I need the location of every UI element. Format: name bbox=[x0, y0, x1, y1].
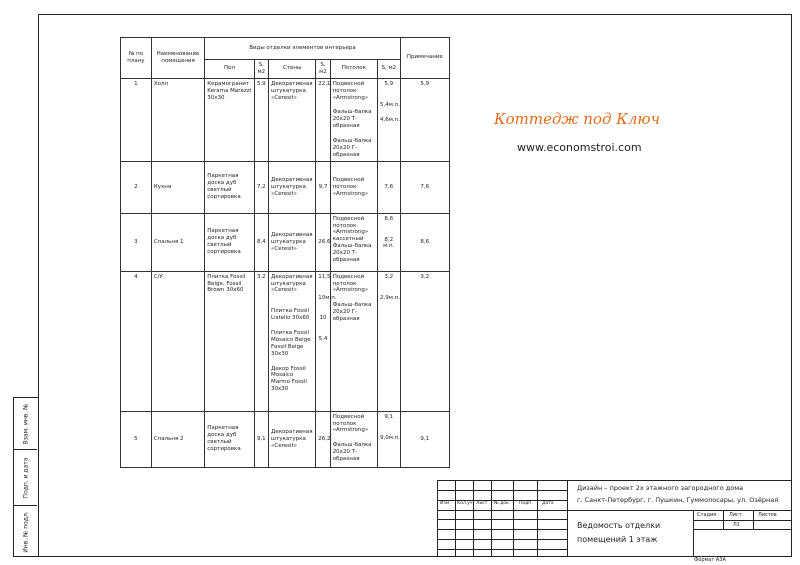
brand-website[interactable]: www.economstroi.com bbox=[517, 141, 642, 154]
paper-format: Формат А3А bbox=[694, 557, 726, 563]
project-address: г. Санкт-Петербург, г. Пушкин, Гуммолосары, ул. Озёрная bbox=[577, 496, 779, 504]
sheet-number: Л1 bbox=[733, 522, 740, 528]
header-notes: Примечание bbox=[400, 38, 449, 79]
finish-schedule-table bbox=[120, 37, 450, 468]
subheader-floor: Пол bbox=[205, 60, 254, 79]
subheader-walls: Стены bbox=[269, 60, 316, 79]
subheader-floor-area: S, м2 bbox=[254, 60, 268, 79]
table-row: 3 Спальня 1 Паркетная доска дуб светлый сортировка 8,4 Декоративная штукатурка «Ceresit» 26,6 Подвесной потолок «Armstrong» кассетный Фальш-балка 20х20 Т-образная 8,6 8,2 м.п. 8,6 bbox=[121, 213, 450, 271]
sheet-title-line2: помещений 1 этаж bbox=[577, 535, 658, 544]
side-cell-sign: Подп. и дата bbox=[14, 450, 37, 506]
header-num: № по плану bbox=[121, 38, 152, 79]
table-row: 1 Холл Керамогранит Kerama Marazzi 30х30 5,9 Декоративная штукатурка «Ceresit» 22,1 Подвесной потолок «Armstrong» Фальш-балка 20х20 Т-образная Фальш-балка 20х20 Г-образная 5,9 5,4м.п. 4,6м.п. 5,9 bbox=[121, 78, 450, 161]
table-row: 4 С/У Плитка Fossil Beige, Fossil Brown 30х60 3,2 Декоративная штукатурка «Ceresit» Плитка Fossil Listello 30х60 Плитка Fossil Mosaico Beige Fossil Beige 30х30 Декор Fossil Mosaico Marmo Fossil 30х30 11,5 10м.п. 10 5,4 Подвесной потолок «Armstrong» Фальш-балка 20х20 Г-образная 3,2 2,9м.п. 3,2 bbox=[121, 271, 450, 411]
title-block: Изм Кол.уч Лист № док. Подп. Дата Дизайн – проект 2х этажного загородного дома г. Санкт-Петербург, г. Пушкин, Гуммолосары, ул. Озёрная Ведомость отделки помещений 1 этаж Стадия Лист Листов Л1 bbox=[437, 480, 792, 557]
brand-name: Коттедж под Ключ bbox=[494, 110, 660, 128]
side-stamp-strip bbox=[13, 397, 38, 557]
sheet-title-line1: Ведомость отделки bbox=[577, 521, 661, 530]
side-cell-replace: Взам. инв. № bbox=[14, 398, 37, 450]
project-name: Дизайн – проект 2х этажного загородного дома bbox=[577, 484, 744, 492]
side-cell-inventory: Инв. № подл. bbox=[22, 510, 29, 553]
subheader-ceiling-area: S, м2 bbox=[377, 60, 400, 79]
table-row: 2 Кухня Паркетная доска дуб светлый сортировка 7,2 Декоративная штукатурка «Ceresit» 9,7 Подвесной потолок «Armstrong» 7,6 7,6 bbox=[121, 161, 450, 213]
header-room-name: Наименование помещения bbox=[151, 38, 204, 79]
subheader-ceiling: Потолок bbox=[330, 60, 377, 79]
table-row: 5 Спальня 2 Паркетная доска дуб светлый сортировка 9,1 Декоративная штукатурка «Ceresit» 26,2 Подвесной потолок «Armstrong» Фальш-балка 20х20 Т-образная 9,1 9,0м.п. 9,1 bbox=[121, 411, 450, 467]
subheader-walls-area: S, м2 bbox=[316, 60, 330, 79]
header-finish-types: Виды отделки элементов интерьера bbox=[205, 38, 400, 60]
